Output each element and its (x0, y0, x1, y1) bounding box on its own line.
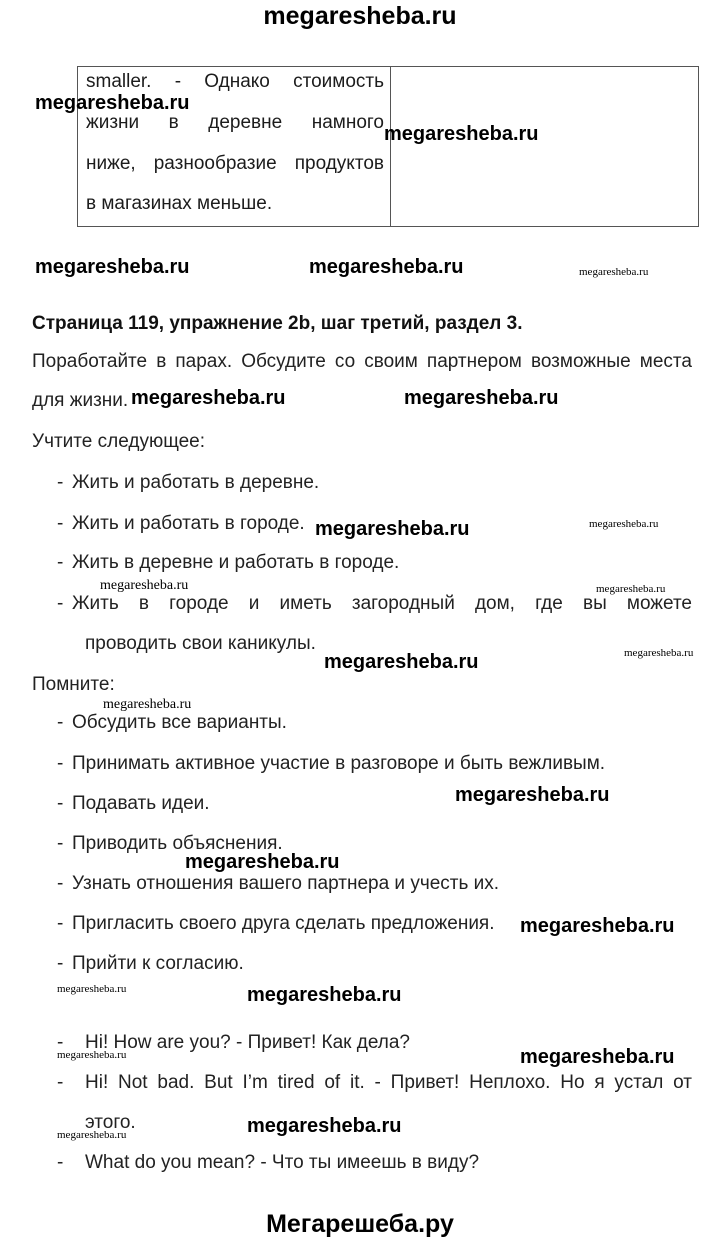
list-dash: - (57, 593, 64, 614)
list-item: Узнать отношения вашего партнера и учесть их. (72, 873, 500, 894)
watermark: megaresheba.ru (324, 651, 479, 673)
list-dash: - (57, 793, 64, 814)
watermark: megaresheba.ru (131, 387, 286, 409)
list-dash: - (57, 833, 64, 854)
watermark: megaresheba.ru (596, 583, 666, 595)
intro-line: для жизни. (32, 390, 129, 411)
dialogue-dash: - (57, 1072, 64, 1093)
list-dash: - (57, 913, 64, 934)
section-heading: Страница 119, упражнение 2b, шаг третий, раздел 3. (32, 313, 523, 334)
dialogue-dash: - (57, 1152, 64, 1173)
watermark: megaresheba.ru (35, 256, 190, 278)
site-header: megaresheba.ru (263, 2, 457, 30)
list-item: Жить и работать в деревне. (72, 472, 320, 493)
list-item: Прийти к согласию. (72, 953, 244, 974)
table-cell-line: smaller. - Однако стоимость (86, 71, 384, 92)
table-cell-line: ниже, разнообразие продуктов (86, 153, 384, 174)
list-item: Жить и работать в городе. (72, 513, 305, 534)
watermark: megaresheba.ru (57, 1049, 127, 1061)
list-dash: - (57, 873, 64, 894)
dialogue-line: Hi! Not bad. But I’m tired of it. - Привет! Неплохо. Но я устал от (85, 1072, 692, 1093)
list-item: Приводить объяснения. (72, 833, 283, 854)
intro-line: Поработайте в парах. Обсудите со своим партнером возможные места (32, 351, 692, 372)
list-dash: - (57, 953, 64, 974)
watermark: megaresheba.ru (624, 647, 694, 659)
watermark: megaresheba.ru (384, 123, 539, 145)
dialogue-line-continuation: этого. (85, 1112, 136, 1133)
list-item: Пригласить своего друга сделать предложения. (72, 913, 495, 934)
remember-label: Помните: (32, 674, 115, 695)
watermark: megaresheba.ru (404, 387, 559, 409)
watermark: megaresheba.ru (103, 697, 192, 712)
list-item: Жить в деревне и работать в городе. (72, 552, 400, 573)
watermark: megaresheba.ru (579, 266, 649, 278)
list-item-continuation: проводить свои каникулы. (85, 633, 316, 654)
watermark: megaresheba.ru (455, 784, 610, 806)
list-dash: - (57, 552, 64, 573)
translation-table (77, 66, 699, 227)
dialogue-line: Hi! How are you? - Привет! Как дела? (85, 1032, 410, 1053)
watermark: megaresheba.ru (247, 984, 402, 1006)
watermark: megaresheba.ru (100, 578, 189, 593)
dialogue-line: What do you mean? - Что ты имеешь в виду? (85, 1152, 480, 1173)
watermark: megaresheba.ru (247, 1115, 402, 1137)
list-item: Обсудить все варианты. (72, 712, 287, 733)
consider-label: Учтите следующее: (32, 431, 206, 452)
watermark: megaresheba.ru (35, 92, 190, 114)
watermark: megaresheba.ru (57, 983, 127, 995)
table-column-divider (390, 67, 391, 226)
list-dash: - (57, 472, 64, 493)
list-dash: - (57, 712, 64, 733)
list-item: Жить в городе и иметь загородный дом, где вы можете (72, 593, 692, 614)
table-cell-line: жизни в деревне намного (86, 112, 384, 133)
list-item: Подавать идеи. (72, 793, 210, 814)
dialogue-dash: - (57, 1032, 64, 1053)
watermark: megaresheba.ru (185, 851, 340, 873)
watermark: megaresheba.ru (315, 518, 470, 540)
watermark: megaresheba.ru (309, 256, 464, 278)
list-dash: - (57, 513, 64, 534)
watermark: megaresheba.ru (57, 1129, 127, 1141)
watermark: megaresheba.ru (589, 518, 659, 530)
watermark: megaresheba.ru (520, 1046, 675, 1068)
site-footer: Мегарешеба.ру (266, 1210, 454, 1238)
list-item: Принимать активное участие в разговоре и быть вежливым. (72, 753, 606, 774)
list-dash: - (57, 753, 64, 774)
watermark: megaresheba.ru (520, 915, 675, 937)
table-cell-line: в магазинах меньше. (86, 193, 273, 214)
